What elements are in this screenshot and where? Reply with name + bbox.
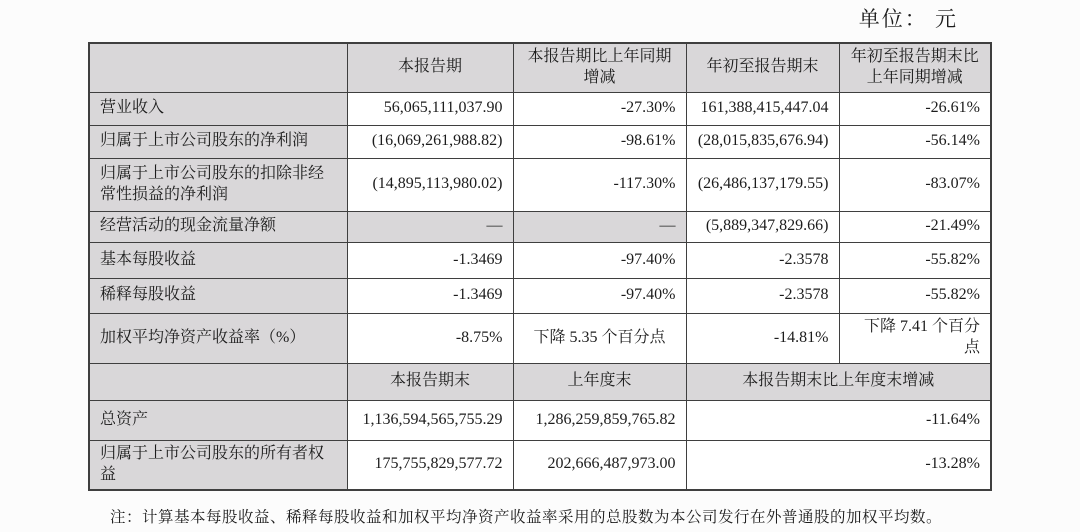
table-row	[89, 400, 991, 440]
cell-value: (14,895,113,980.02)	[347, 158, 513, 211]
cell-value: —	[347, 211, 513, 242]
cell-value: 下降 7.41 个百分点	[839, 313, 991, 363]
cell-value: 56,065,111,037.90	[347, 92, 513, 125]
row-label: 营业收入	[89, 92, 347, 125]
cell-value: (5,889,347,829.66)	[686, 211, 839, 242]
cell-value: —	[513, 211, 686, 242]
cell-value: -97.40%	[513, 242, 686, 278]
cell-value: (28,015,835,676.94)	[686, 125, 839, 158]
table-row	[89, 278, 991, 313]
cell-value: -26.61%	[839, 92, 991, 125]
cell-value: -21.49%	[839, 211, 991, 242]
cell-value: 1,286,259,859,765.82	[513, 400, 686, 440]
cell-value: 161,388,415,447.04	[686, 92, 839, 125]
table2-header-empty	[89, 363, 347, 400]
cell-value: -97.40%	[513, 278, 686, 313]
table-row	[89, 158, 991, 211]
cell-value: -117.30%	[513, 158, 686, 211]
row-label: 稀释每股收益	[89, 278, 347, 313]
cell-value: -13.28%	[686, 440, 991, 490]
cell-value: -14.81%	[686, 313, 839, 363]
cell-value: -11.64%	[686, 400, 991, 440]
row-label: 基本每股收益	[89, 242, 347, 278]
table2-header-prior-year-end: 上年度末	[513, 363, 686, 400]
cell-value: 202,666,487,973.00	[513, 440, 686, 490]
row-label: 总资产	[89, 400, 347, 440]
cell-value: 下降 5.35 个百分点	[513, 313, 686, 363]
row-label: 加权平均净资产收益率（%）	[89, 313, 347, 363]
cell-value: -56.14%	[839, 125, 991, 158]
cell-value: (16,069,261,988.82)	[347, 125, 513, 158]
table1-header-current-period: 本报告期	[347, 43, 513, 92]
table1-header-empty	[89, 43, 347, 92]
table1-header-ytd: 年初至报告期末	[686, 43, 839, 92]
cell-value: -8.75%	[347, 313, 513, 363]
footnote: 注：计算基本每股收益、稀释每股收益和加权平均净资产收益率采用的总股数为本公司发行在外普通股的加权平均数。	[110, 509, 943, 527]
table2-header-period-end: 本报告期末	[347, 363, 513, 400]
table-row	[89, 125, 991, 158]
key-financials-table	[88, 42, 992, 491]
table-row	[89, 211, 991, 242]
cell-value: -55.82%	[839, 278, 991, 313]
table-row	[89, 440, 991, 490]
cell-value: -55.82%	[839, 242, 991, 278]
row-label: 归属于上市公司股东的所有者权益	[89, 440, 347, 490]
cell-value: -2.3578	[686, 242, 839, 278]
table1-header-yoy-change: 本报告期比上年同期增减	[513, 43, 686, 92]
cell-value: -83.07%	[839, 158, 991, 211]
table-row	[89, 313, 991, 363]
cell-value: -27.30%	[513, 92, 686, 125]
table2-header-row	[89, 363, 991, 400]
cell-value: 1,136,594,565,755.29	[347, 400, 513, 440]
table1-header-ytd-change: 年初至报告期末比上年同期增减	[839, 43, 991, 92]
row-label: 归属于上市公司股东的扣除非经常性损益的净利润	[89, 158, 347, 211]
table-row	[89, 92, 991, 125]
cell-value: -98.61%	[513, 125, 686, 158]
row-label: 归属于上市公司股东的净利润	[89, 125, 347, 158]
table1-header-row	[89, 43, 991, 92]
cell-value: -2.3578	[686, 278, 839, 313]
cell-value: 175,755,829,577.72	[347, 440, 513, 490]
cell-value: -1.3469	[347, 242, 513, 278]
cell-value: (26,486,137,179.55)	[686, 158, 839, 211]
row-label: 经营活动的现金流量净额	[89, 211, 347, 242]
table-row	[89, 242, 991, 278]
cell-value: -1.3469	[347, 278, 513, 313]
unit-label: 单位： 元	[858, 7, 958, 31]
table2-header-change: 本报告期末比上年度末增减	[686, 363, 991, 400]
